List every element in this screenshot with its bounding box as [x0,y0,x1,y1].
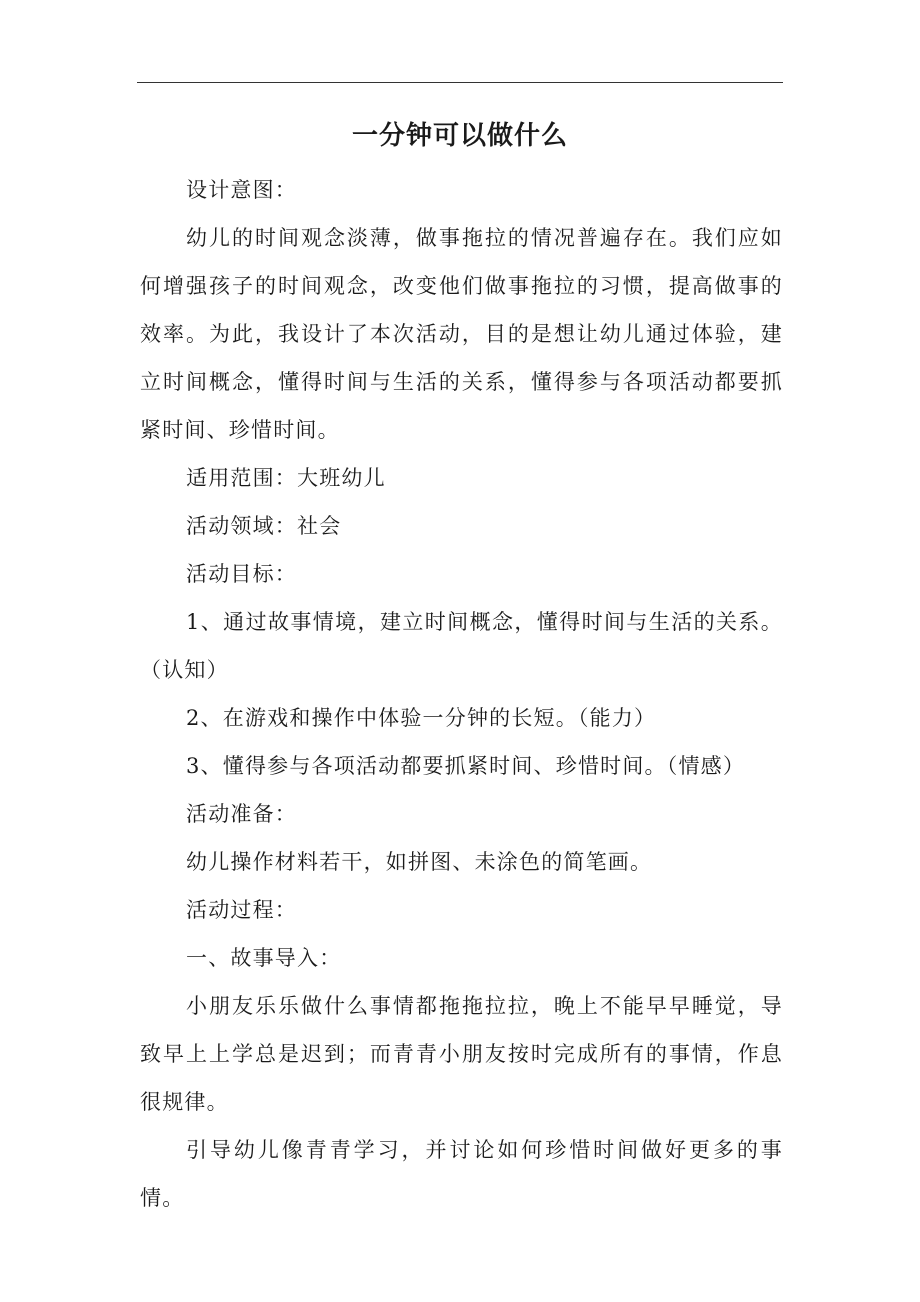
paragraph-domain: 活动领域：社会 [186,514,342,538]
paragraph-design-intent-heading: 设计意图： [186,178,297,202]
paragraph-goal-2: 2、在游戏和操作中体验一分钟的长短。（能力） [186,706,657,730]
paragraph-goal-3: 3、懂得参与各项活动都要抓紧时间、珍惜时间。（情感） [186,754,746,778]
page-title: 一分钟可以做什么 [351,121,568,151]
paragraph-prep: 幼儿操作材料若干，如拼图、未涂色的简笔画。 [186,850,653,874]
paragraph-process-heading: 活动过程： [186,898,297,922]
paragraph-guidance: 引导幼儿像青青学习，并讨论如何珍惜时间做好更多的事情。 [140,1138,783,1210]
paragraph-goals-heading: 活动目标： [186,562,297,586]
document-body [140,166,783,1222]
paragraph-goal-1: 1、通过故事情境，建立时间概念，懂得时间与生活的关系。（认知） [140,610,783,682]
paragraph-story: 小朋友乐乐做什么事情都拖拖拉拉，晚上不能早早睡觉，导致早上上学总是迟到；而青青小朋友按时完成所有的事情，作息很规律。 [140,994,783,1114]
paragraph-story-heading: 一、故事导入： [186,946,342,970]
paragraph-design-intent: 幼儿的时间观念淡薄，做事拖拉的情况普遍存在。我们应如何增强孩子的时间观念，改变他们做事拖拉的习惯，提高做事的效率。为此，我设计了本次活动，目的是想让幼儿通过体验，建立时间概念，懂得时间与生活的关系，懂得参与各项活动都要抓紧时间、珍惜时间。 [140,226,783,442]
paragraph-scope: 适用范围：大班幼儿 [186,466,386,490]
paragraph-prep-heading: 活动准备： [186,802,297,826]
header-divider [137,82,783,83]
